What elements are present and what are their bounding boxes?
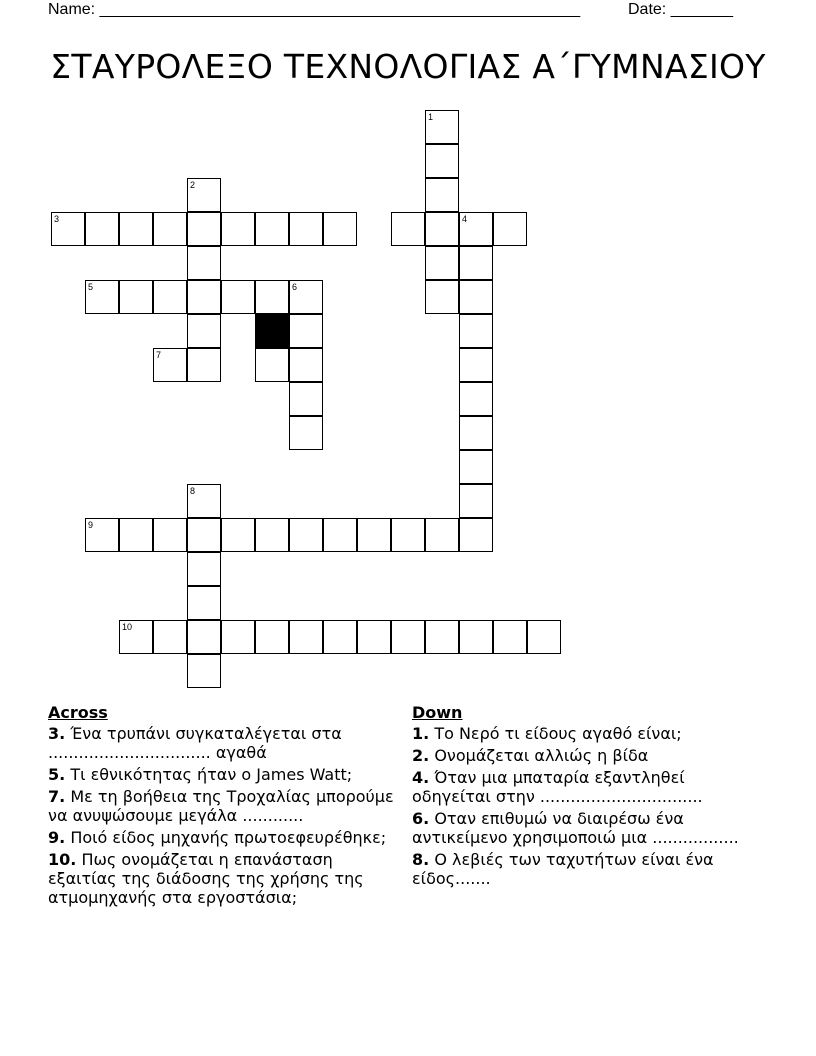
crossword-cell[interactable] [153, 348, 187, 382]
crossword-cell[interactable] [391, 620, 425, 654]
clue-across-5 [48, 765, 398, 784]
clue-text: Όταν μια μπαταρία εξαντληθεί οδηγείται στην ................................ [412, 768, 703, 806]
crossword-cell[interactable] [425, 280, 459, 314]
crossword-cell[interactable] [187, 552, 221, 586]
crossword-cell[interactable] [289, 314, 323, 348]
across-heading: Across [48, 703, 108, 722]
crossword-cell[interactable] [85, 518, 119, 552]
crossword-cell[interactable] [425, 620, 459, 654]
crossword-cell[interactable] [119, 212, 153, 246]
crossword-cell[interactable] [493, 620, 527, 654]
name-field-line: Name: ______________________________________________________ [48, 1, 581, 18]
cell-number: 10 [122, 622, 133, 632]
crossword-cell[interactable] [323, 212, 357, 246]
down-clues [412, 703, 752, 891]
clue-number: 6. [412, 809, 430, 828]
crossword-cell[interactable] [187, 246, 221, 280]
crossword-cell[interactable] [255, 212, 289, 246]
crossword-cell[interactable] [289, 348, 323, 382]
crossword-cell[interactable] [289, 518, 323, 552]
crossword-cell[interactable] [119, 620, 153, 654]
clue-text: Το Νερό τι είδους αγαθό είναι; [434, 724, 682, 743]
clue-text: Ποιό είδος μηχανής πρωτοεφευρέθηκε; [70, 828, 387, 847]
crossword-cell[interactable] [425, 178, 459, 212]
crossword-cell[interactable] [85, 212, 119, 246]
crossword-cell[interactable] [357, 620, 391, 654]
clue-number: 10. [48, 850, 77, 869]
cell-number: 8 [190, 486, 196, 496]
crossword-cell[interactable] [119, 280, 153, 314]
clue-text: Με τη βοήθεια της Τροχαλίας μπορούμε να ανυψώσουμε μεγάλα ............ [48, 787, 394, 825]
date-field-line: Date: _______ [628, 1, 733, 18]
clue-down-2 [412, 746, 752, 765]
crossword-cell[interactable] [255, 518, 289, 552]
crossword-cell[interactable] [221, 620, 255, 654]
crossword-cell[interactable] [493, 212, 527, 246]
crossword-cell[interactable] [187, 518, 221, 552]
crossword-cell[interactable] [187, 178, 221, 212]
crossword-cell[interactable] [289, 212, 323, 246]
clue-number: 3. [48, 724, 66, 743]
crossword-cell[interactable] [289, 416, 323, 450]
across-clues [48, 703, 398, 910]
crossword-cell[interactable] [357, 518, 391, 552]
crossword-cell[interactable] [425, 144, 459, 178]
crossword-cell[interactable] [289, 620, 323, 654]
cell-number: 6 [292, 282, 298, 292]
clue-text: Τι εθνικότητας ήταν ο James Watt; [70, 765, 353, 784]
crossword-cell[interactable] [459, 246, 493, 280]
cell-number: 5 [88, 282, 94, 292]
crossword-cell[interactable] [221, 518, 255, 552]
crossword-cell[interactable] [391, 518, 425, 552]
crossword-cell[interactable] [459, 382, 493, 416]
crossword-cell[interactable] [459, 416, 493, 450]
clue-number: 9. [48, 828, 66, 847]
clue-number: 5. [48, 765, 66, 784]
crossword-cell[interactable] [51, 212, 85, 246]
crossword-cell[interactable] [459, 280, 493, 314]
clue-down-6 [412, 809, 752, 847]
clue-number: 2. [412, 746, 430, 765]
cell-number: 9 [88, 520, 94, 530]
crossword-cell[interactable] [323, 518, 357, 552]
crossword-cell[interactable] [289, 382, 323, 416]
crossword-cell[interactable] [221, 212, 255, 246]
clue-down-1 [412, 724, 752, 743]
crossword-cell[interactable] [153, 212, 187, 246]
crossword-cell[interactable] [459, 518, 493, 552]
cell-number: 1 [428, 112, 434, 122]
crossword-cell[interactable] [425, 110, 459, 144]
crossword-cell[interactable] [323, 620, 357, 654]
crossword-cell[interactable] [527, 620, 561, 654]
crossword-cell[interactable] [119, 518, 153, 552]
crossword-cell[interactable] [255, 348, 289, 382]
clue-number: 7. [48, 787, 66, 806]
clue-number: 4. [412, 768, 430, 787]
crossword-block [255, 314, 289, 348]
clue-down-4 [412, 768, 752, 806]
crossword-cell[interactable] [187, 212, 221, 246]
clue-across-3 [48, 724, 398, 762]
clue-text: Οταν επιθυμώ να διαιρέσω ένα αντικείμενο χρησιμοποιώ μια ................. [412, 809, 739, 847]
crossword-cell[interactable] [425, 246, 459, 280]
clue-across-10 [48, 850, 398, 907]
page-title: ΣΤΑΥΡΟΛΕΞΟ ΤΕΧΝΟΛΟΓΙΑΣ Α΄ΓΥΜΝΑΣΙΟΥ [50, 47, 766, 86]
crossword-cell[interactable] [459, 348, 493, 382]
clue-down-8 [412, 850, 752, 888]
down-heading: Down [412, 703, 463, 722]
crossword-cell[interactable] [85, 280, 119, 314]
clue-text: Ο λεβιές των ταχυτήτων είναι ένα είδος....... [412, 850, 714, 888]
crossword-cell[interactable] [187, 654, 221, 688]
clue-number: 8. [412, 850, 430, 869]
clue-text: Ένα τρυπάνι συγκαταλέγεται στα ................................ αγαθά [48, 724, 342, 762]
crossword-cell[interactable] [289, 280, 323, 314]
crossword-cell[interactable] [221, 280, 255, 314]
crossword-cell[interactable] [255, 620, 289, 654]
crossword-cell[interactable] [459, 314, 493, 348]
clue-across-7 [48, 787, 398, 825]
crossword-cell[interactable] [255, 280, 289, 314]
clue-across-9 [48, 828, 398, 847]
crossword-cell[interactable] [459, 620, 493, 654]
crossword-cell[interactable] [187, 620, 221, 654]
crossword-cell[interactable] [153, 280, 187, 314]
cell-number: 4 [462, 214, 468, 224]
crossword-cell[interactable] [187, 484, 221, 518]
crossword-cell[interactable] [153, 518, 187, 552]
crossword-cell[interactable] [187, 314, 221, 348]
crossword-cell[interactable] [459, 450, 493, 484]
crossword-cell[interactable] [459, 212, 493, 246]
cell-number: 2 [190, 180, 196, 190]
clue-number: 1. [412, 724, 430, 743]
crossword-cell[interactable] [425, 212, 459, 246]
crossword-cell[interactable] [459, 484, 493, 518]
clue-text: Ονομάζεται αλλιώς η βίδα [434, 746, 649, 765]
crossword-cell[interactable] [391, 212, 425, 246]
crossword-cell[interactable] [187, 280, 221, 314]
crossword-cell[interactable] [153, 620, 187, 654]
clue-text: Πως ονομάζεται η επανάσταση εξαιτίας της διάδοσης της χρήσης της ατμομηχανής στα εργοστάσια; [48, 850, 364, 907]
cell-number: 7 [156, 350, 162, 360]
crossword-cell[interactable] [187, 348, 221, 382]
cell-number: 3 [54, 214, 60, 224]
crossword-cell[interactable] [425, 518, 459, 552]
crossword-cell[interactable] [187, 586, 221, 620]
